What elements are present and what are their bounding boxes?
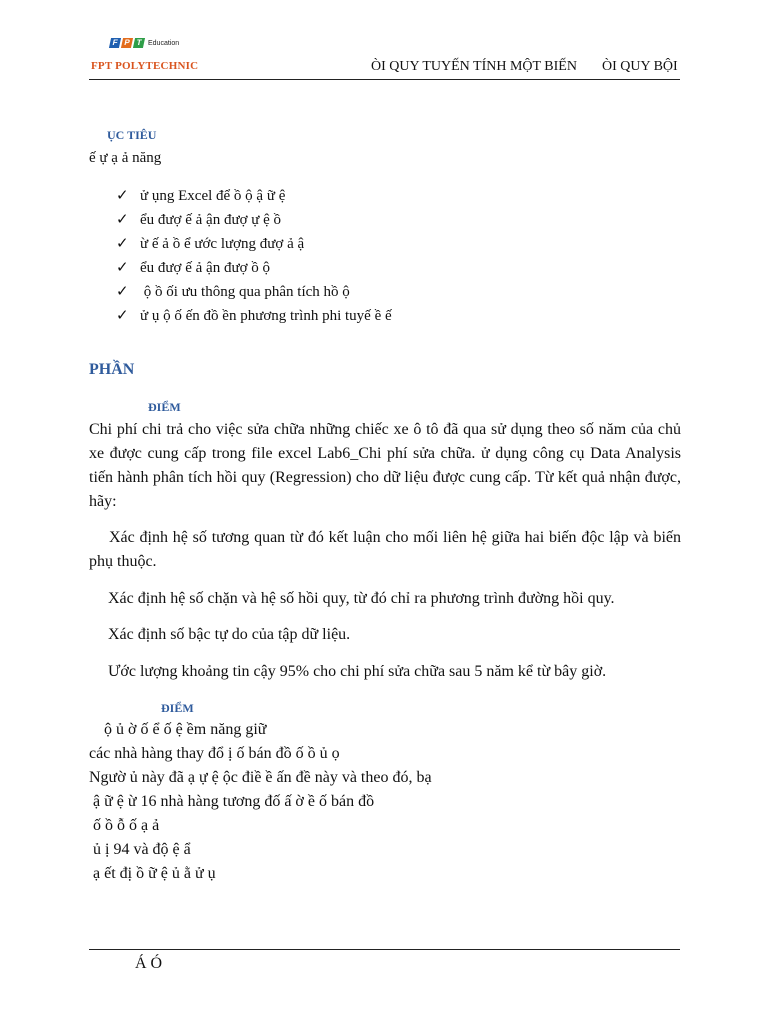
fpt-logo: [110, 38, 230, 60]
problem-2-line: các nhà hàng thay đổ ị ố bán đồ ố ồ ủ ọ: [89, 745, 340, 762]
objective-item: [116, 210, 281, 229]
objective-text: ử ụng Excel để ồ ộ ậ ữ ệ: [140, 188, 286, 204]
footer-divider: [89, 949, 680, 950]
header-divider: [89, 79, 680, 80]
checkmark-icon: ✓: [116, 284, 129, 300]
part-heading: PHẦN: [89, 361, 135, 378]
objective-item: [116, 306, 392, 325]
task-intro-paragraph: Chi phí chi trả cho việc sửa chữa những chiếc xe ô tô đã qua sử dụng theo số năm của chủ xe được cung cấp trong file excel Lab6_Chi phí sửa chữa. ử dụng công cụ Data Analysis tiến hành phân tích hồi quy (Regression) cho dữ liệu được cung cấp. Từ kết quả nhận được, hãy:: [89, 421, 681, 510]
problem-2-line: ộ ủ ờ ố ể ố ệ ềm năng giữ: [104, 721, 267, 738]
question-2: Xác định hệ số chặn và hệ số hồi quy, từ đó chỉ ra phương trình đường hồi quy.: [108, 590, 615, 607]
objectives-intro: ế ự ạ ả năng: [89, 150, 162, 166]
header-title-multiple-regression: ÒI QUY BỘI: [602, 59, 678, 74]
problem-2-line: ố ồ ỗ ố ạ ả: [93, 817, 160, 834]
objective-item: [116, 258, 270, 277]
question-3: Xác định số bậc tự do của tập dữ liệu.: [108, 626, 351, 643]
objective-text: ử ụ ộ ố ến đồ ền phương trình phi tuyế ề ế: [140, 308, 392, 324]
objective-item: [116, 282, 350, 301]
logo-education-text: Education: [148, 40, 180, 47]
question-1: Xác định hệ số tương quan từ đó kết luận cho mối liên hệ giữa hai biến độc lập và biến phụ thuộc.: [89, 529, 681, 570]
problem-2-line: Ngườ ủ này đã ạ ự ệ ộc điề ề ấn đề này và theo đó, bạ: [89, 769, 432, 786]
lab-heading-1: ĐIỂM: [148, 400, 181, 414]
logo-letter-p: P: [121, 38, 133, 48]
lab-heading-2: ĐIỂM: [161, 701, 194, 715]
question-4: Ước lượng khoảng tin cậy 95% cho chi phí sửa chữa sau 5 năm kể từ bây giờ.: [108, 663, 607, 680]
fpt-polytechnic-label: FPT POLYTECHNIC: [91, 60, 199, 72]
objective-text: ộ ồ ối ưu thông qua phân tích hồ ộ: [140, 284, 350, 300]
checkmark-icon: ✓: [116, 308, 129, 324]
checkmark-icon: ✓: [116, 212, 129, 228]
objectives-heading: ỤC TIÊU: [107, 128, 157, 142]
footer-text: Á Ó: [135, 955, 163, 972]
objective-text: ểu đượ ế ả ận đượ ồ ộ: [140, 260, 271, 276]
problem-2-line: ậ ữ ệ ừ 16 nhà hàng tương đố ấ ờ ề ố bán đồ: [93, 793, 375, 810]
objective-text: ừ ế ả ồ ể ước lượng đượ ả ậ: [140, 236, 305, 252]
problem-2-line: ủ ị 94 và độ ệ ẩ: [93, 841, 191, 858]
objective-item: [116, 186, 285, 205]
objective-text: ểu đượ ế ả ận đượ ự ệ ồ: [140, 212, 282, 228]
problem-2-line: ạ ết đị ồ ữ ệ ủ ằ ử ụ: [93, 865, 216, 882]
logo-letter-f: F: [109, 38, 121, 48]
checkmark-icon: ✓: [116, 236, 129, 252]
logo-letter-t: T: [133, 38, 145, 48]
checkmark-icon: ✓: [116, 260, 129, 276]
checkmark-icon: ✓: [116, 188, 129, 204]
header-title-linear-regression: ÒI QUY TUYẾN TÍNH MỘT BIẾN: [371, 59, 577, 74]
objective-item: [116, 234, 304, 253]
